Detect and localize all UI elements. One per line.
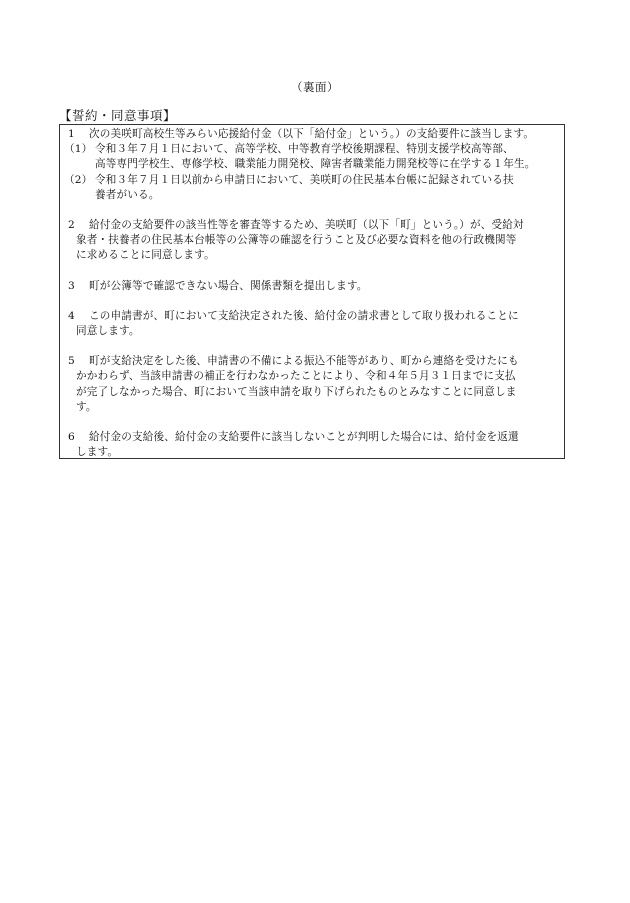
- item-text-line: 給付金の支給要件の該当性等を審査等するため、美咲町（以下「町」という。）が、受給対: [89, 219, 524, 232]
- item-text-line: す。: [76, 400, 97, 413]
- subitem-number: （2）: [64, 173, 93, 186]
- item-text-line: 町が公簿等で確認できない場合、関係書類を提出します。: [89, 279, 368, 292]
- pledge-item-3: [64, 279, 561, 294]
- item-text-line: かかわらず、当該申請書の補正を行わなかったことにより、令和４年５月３１日までに支払: [76, 370, 516, 383]
- item-number: 4: [68, 309, 75, 322]
- subitem-text-line: 令和３年７月１日以前から申請日において、美咲町の住民基本台帳に記録されている扶: [95, 173, 514, 186]
- subitem-text-line: 養者がいる。: [95, 188, 160, 201]
- item-number: 6: [68, 431, 75, 444]
- item-text-line: 象者・扶養者の住民基本台帳等の公簿等の確認を行うこと及び必要な資料を他の行政機関等: [76, 234, 517, 247]
- item-text-line: します。: [76, 446, 119, 459]
- item-text-line: 次の美咲町高校生等みらい応援給付金（以下「給付金」という。）の支給要件に該当します。: [89, 128, 535, 140]
- pledge-item-2: [64, 218, 561, 264]
- item-text-line: 町が支給決定をした後、申請書の不備による振込不能等があり、町から連絡を受けたにも: [89, 355, 519, 368]
- pledge-subitem-1-2: [64, 173, 561, 203]
- subitem-text-line: 令和３年７月１日において、高等学校、中等教育学校後期課程、特別支援学校高等部、: [95, 143, 514, 156]
- pledge-item-5: [64, 354, 561, 415]
- item-number: 5: [68, 355, 75, 368]
- pledge-item-4: [64, 309, 561, 339]
- item-text-line: 給付金の支給後、給付金の支給要件に該当しないことが判明した場合には、給付金を返還: [89, 431, 519, 444]
- page-side-label: （裏面）: [291, 80, 339, 94]
- item-text-line: この申請書が、町において支給決定された後、給付金の請求書として取り扱われることに: [89, 309, 519, 322]
- item-text-line: が完了しなかった場合、町において当該申請を取り下げられたものとみなすことに同意しま: [76, 385, 517, 398]
- item-number: 3: [68, 279, 75, 292]
- item-text-line: に求めることに同意します。: [76, 249, 215, 262]
- subitem-number: （1）: [64, 143, 93, 156]
- subitem-text-line: 高等専門学校生、専修学校、職業能力開発校、障害者職業能力開発校等に在学する１年生。: [95, 158, 536, 171]
- pledge-item-1: [64, 127, 561, 142]
- item-number: 2: [68, 219, 75, 232]
- pledge-subitem-1-1: [64, 142, 561, 172]
- pledge-item-6: [64, 430, 561, 460]
- section-title: 【誓約・同意事項】: [59, 108, 177, 123]
- item-text-line: 同意します。: [76, 325, 140, 338]
- item-number: 1: [68, 128, 75, 140]
- pledge-consent-box: [59, 124, 565, 459]
